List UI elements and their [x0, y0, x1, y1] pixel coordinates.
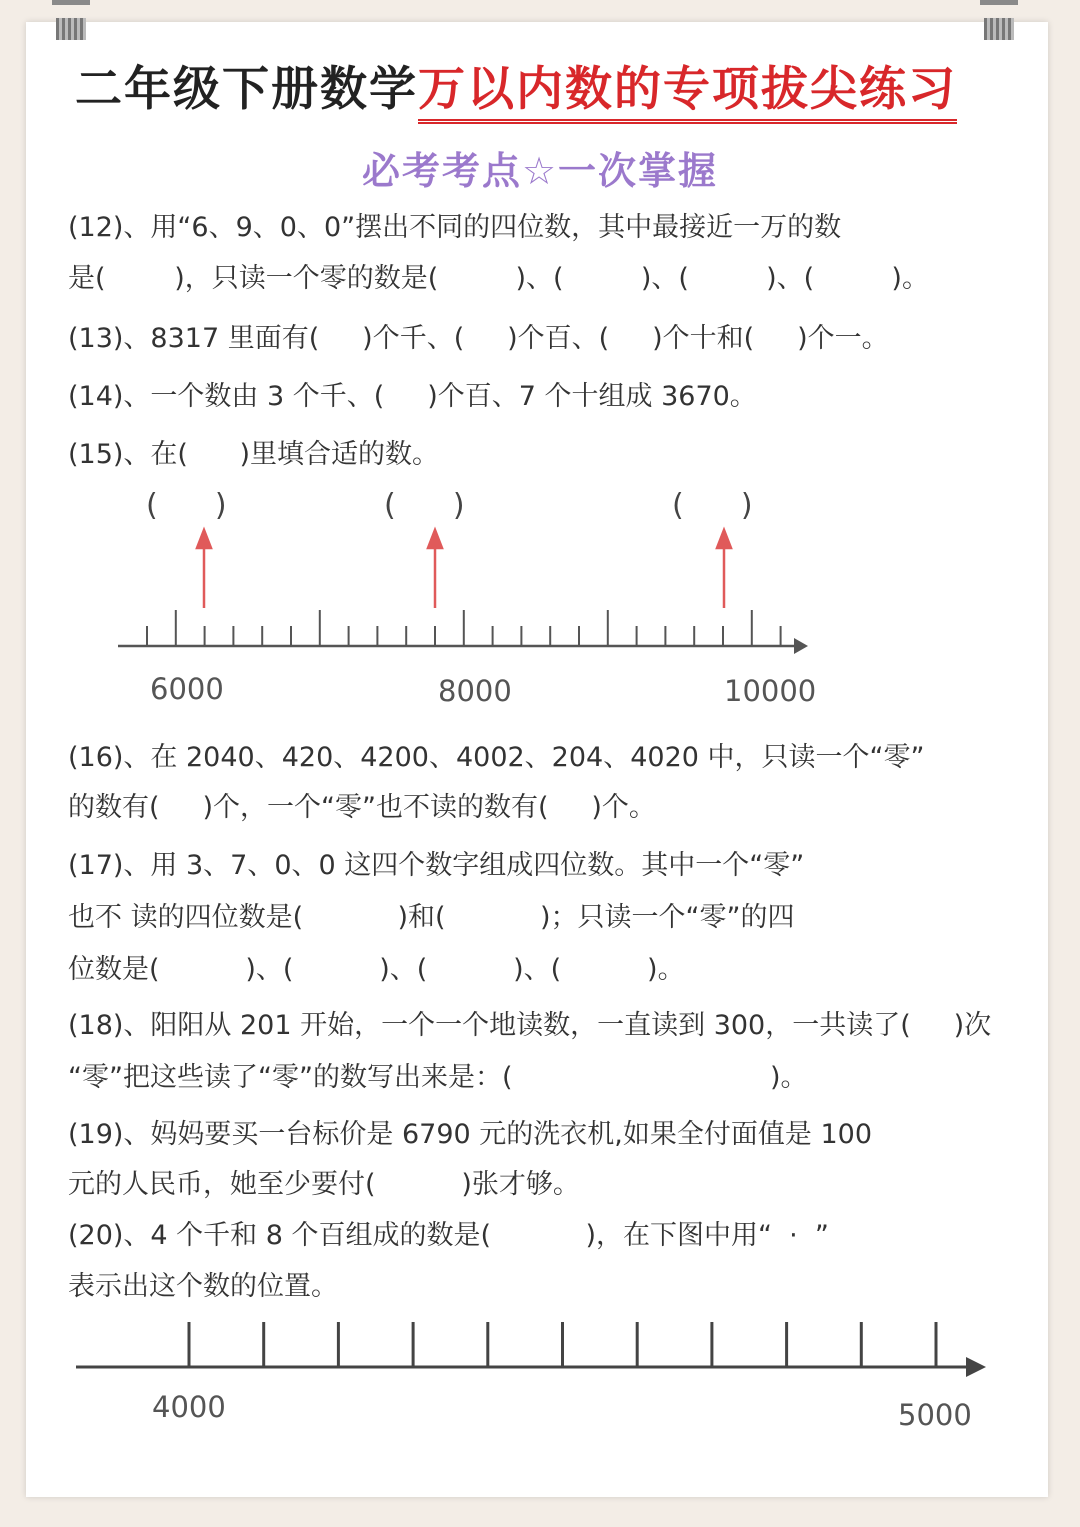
arrow-1-head — [197, 530, 211, 548]
question-14: (14)、一个数由 3 个千、( )个百、7 个十组成 3670。 — [68, 381, 757, 412]
question-12-line1: (12)、用“6、9、0、0”摆出不同的四位数，其中最接近一万的数 — [68, 212, 842, 243]
label-4000: 4000 — [152, 1390, 226, 1424]
page-title — [75, 52, 1015, 119]
question-17-line1: (17)、用 3、7、0、0 这四个数字组成四位数。其中一个“零” — [68, 850, 805, 881]
arrow-3-head — [717, 530, 731, 548]
question-17-line3: 位数是( )、( )、( )、( )。 — [68, 954, 685, 985]
question-19-line2: 元的人民币，她至少要付( )张才够。 — [68, 1169, 580, 1200]
label-10000: 10000 — [724, 674, 817, 708]
arrow-2-head — [428, 530, 442, 548]
question-19-line1: (19)、妈妈要买一台标价是 6790 元的洗衣机,如果全付面值是 100 — [68, 1119, 873, 1150]
question-16-line2: 的数有( )个，一个“零”也不读的数有( )个。 — [68, 792, 656, 823]
question-20-line2: 表示出这个数的位置。 — [68, 1271, 338, 1302]
question-17-line2: 也不 读的四位数是( )和( )；只读一个“零”的四 — [68, 902, 795, 933]
title-part1: 二年级下册数学 — [75, 62, 418, 117]
label-5000: 5000 — [898, 1398, 972, 1432]
title-part2: 万以内数的专项拔尖练习 — [418, 62, 957, 124]
label-8000: 8000 — [438, 674, 512, 708]
binder-clip-right — [980, 0, 1018, 40]
question-18-line2: “零”把这些读了“零”的数写出来是：( )。 — [68, 1062, 808, 1093]
page-subtitle: 必考考点☆一次掌握 — [361, 149, 719, 193]
question-18-line1: (18)、阳阳从 201 开始，一个一个地读数，一直读到 300，一共读了( )次 — [68, 1010, 992, 1041]
axis-arrowhead-2 — [966, 1357, 986, 1377]
binder-clip-left — [52, 0, 90, 40]
answer-blank-2[interactable]: ( ) — [384, 488, 465, 523]
question-13: (13)、8317 里面有( )个千、( )个百、( )个十和( )个一。 — [68, 323, 889, 354]
question-16-line1: (16)、在 2040、420、4200、4002、204、4020 中，只读一个“零” — [68, 742, 925, 773]
answer-blank-1[interactable]: ( ) — [146, 488, 227, 523]
axis-arrowhead-1 — [794, 638, 808, 654]
question-20-line1: (20)、4 个千和 8 个百组成的数是( )，在下图中用“ · ” — [68, 1220, 829, 1251]
question-15: (15)、在( )里填合适的数。 — [68, 439, 439, 470]
number-line-1 — [0, 520, 1080, 660]
label-6000: 6000 — [150, 672, 224, 706]
question-12-line2: 是( )，只读一个零的数是( )、( )、( )、( )。 — [68, 263, 929, 294]
number-line-2 — [0, 1310, 1080, 1390]
answer-blank-3[interactable]: ( ) — [672, 488, 753, 523]
